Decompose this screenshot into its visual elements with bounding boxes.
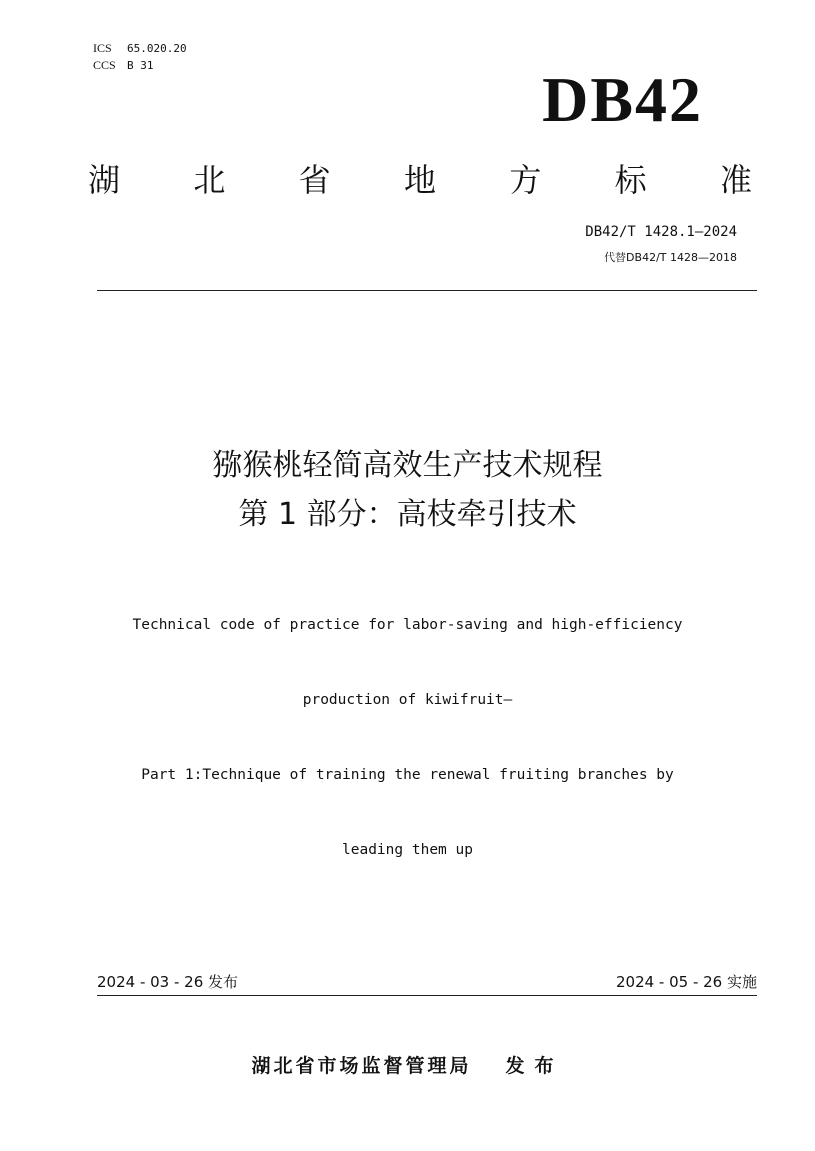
- ics-value: 65.020.20: [127, 42, 187, 55]
- replaces-standard: 代替DB42/T 1428—2018: [604, 251, 737, 264]
- ics-label: ICS: [93, 41, 112, 55]
- ccs-row: [93, 57, 187, 74]
- standard-type-char: 准: [719, 161, 752, 199]
- publisher-line: [0, 1051, 815, 1078]
- standard-type-char: 省: [298, 161, 331, 199]
- header-divider: [97, 290, 757, 291]
- english-title-line-2: production of kiwifruit—: [302, 692, 513, 708]
- standard-type-char: 北: [193, 161, 226, 199]
- footer-divider: [97, 995, 757, 996]
- chinese-title-line-2: 第 1 部分：高枝牵引技术: [238, 497, 577, 532]
- english-title-line-3: Part 1:Technique of training the renewal fruiting branches by: [141, 767, 674, 783]
- standard-type-title: [88, 152, 752, 204]
- publisher-name: 湖北省市场监督管理局: [251, 1055, 472, 1077]
- standard-type-char: 湖: [88, 161, 121, 199]
- publisher-action: 发布: [505, 1055, 564, 1077]
- issue-date: 2024 - 03 - 26 发布: [97, 973, 239, 991]
- standard-type-char: 方: [509, 161, 542, 199]
- ccs-value: B 31: [127, 59, 154, 72]
- ccs-label: CCS: [93, 58, 116, 72]
- standard-type-char: 地: [403, 161, 436, 199]
- db-code: DB42: [542, 64, 703, 135]
- english-title-line-4: leading them up: [342, 842, 473, 858]
- effective-date: 2024 - 05 - 26 实施: [615, 973, 757, 991]
- classification-block: [93, 40, 187, 74]
- standard-type-char: 标: [614, 161, 647, 199]
- standard-number: DB42/T 1428.1—2024: [585, 224, 737, 240]
- ics-row: [93, 40, 187, 57]
- english-title-line-1: Technical code of practice for labor-saving and high-efficiency: [132, 617, 683, 633]
- english-title: [60, 563, 755, 888]
- chinese-title-line-1: 猕猴桃轻简高效生产技术规程: [212, 448, 603, 483]
